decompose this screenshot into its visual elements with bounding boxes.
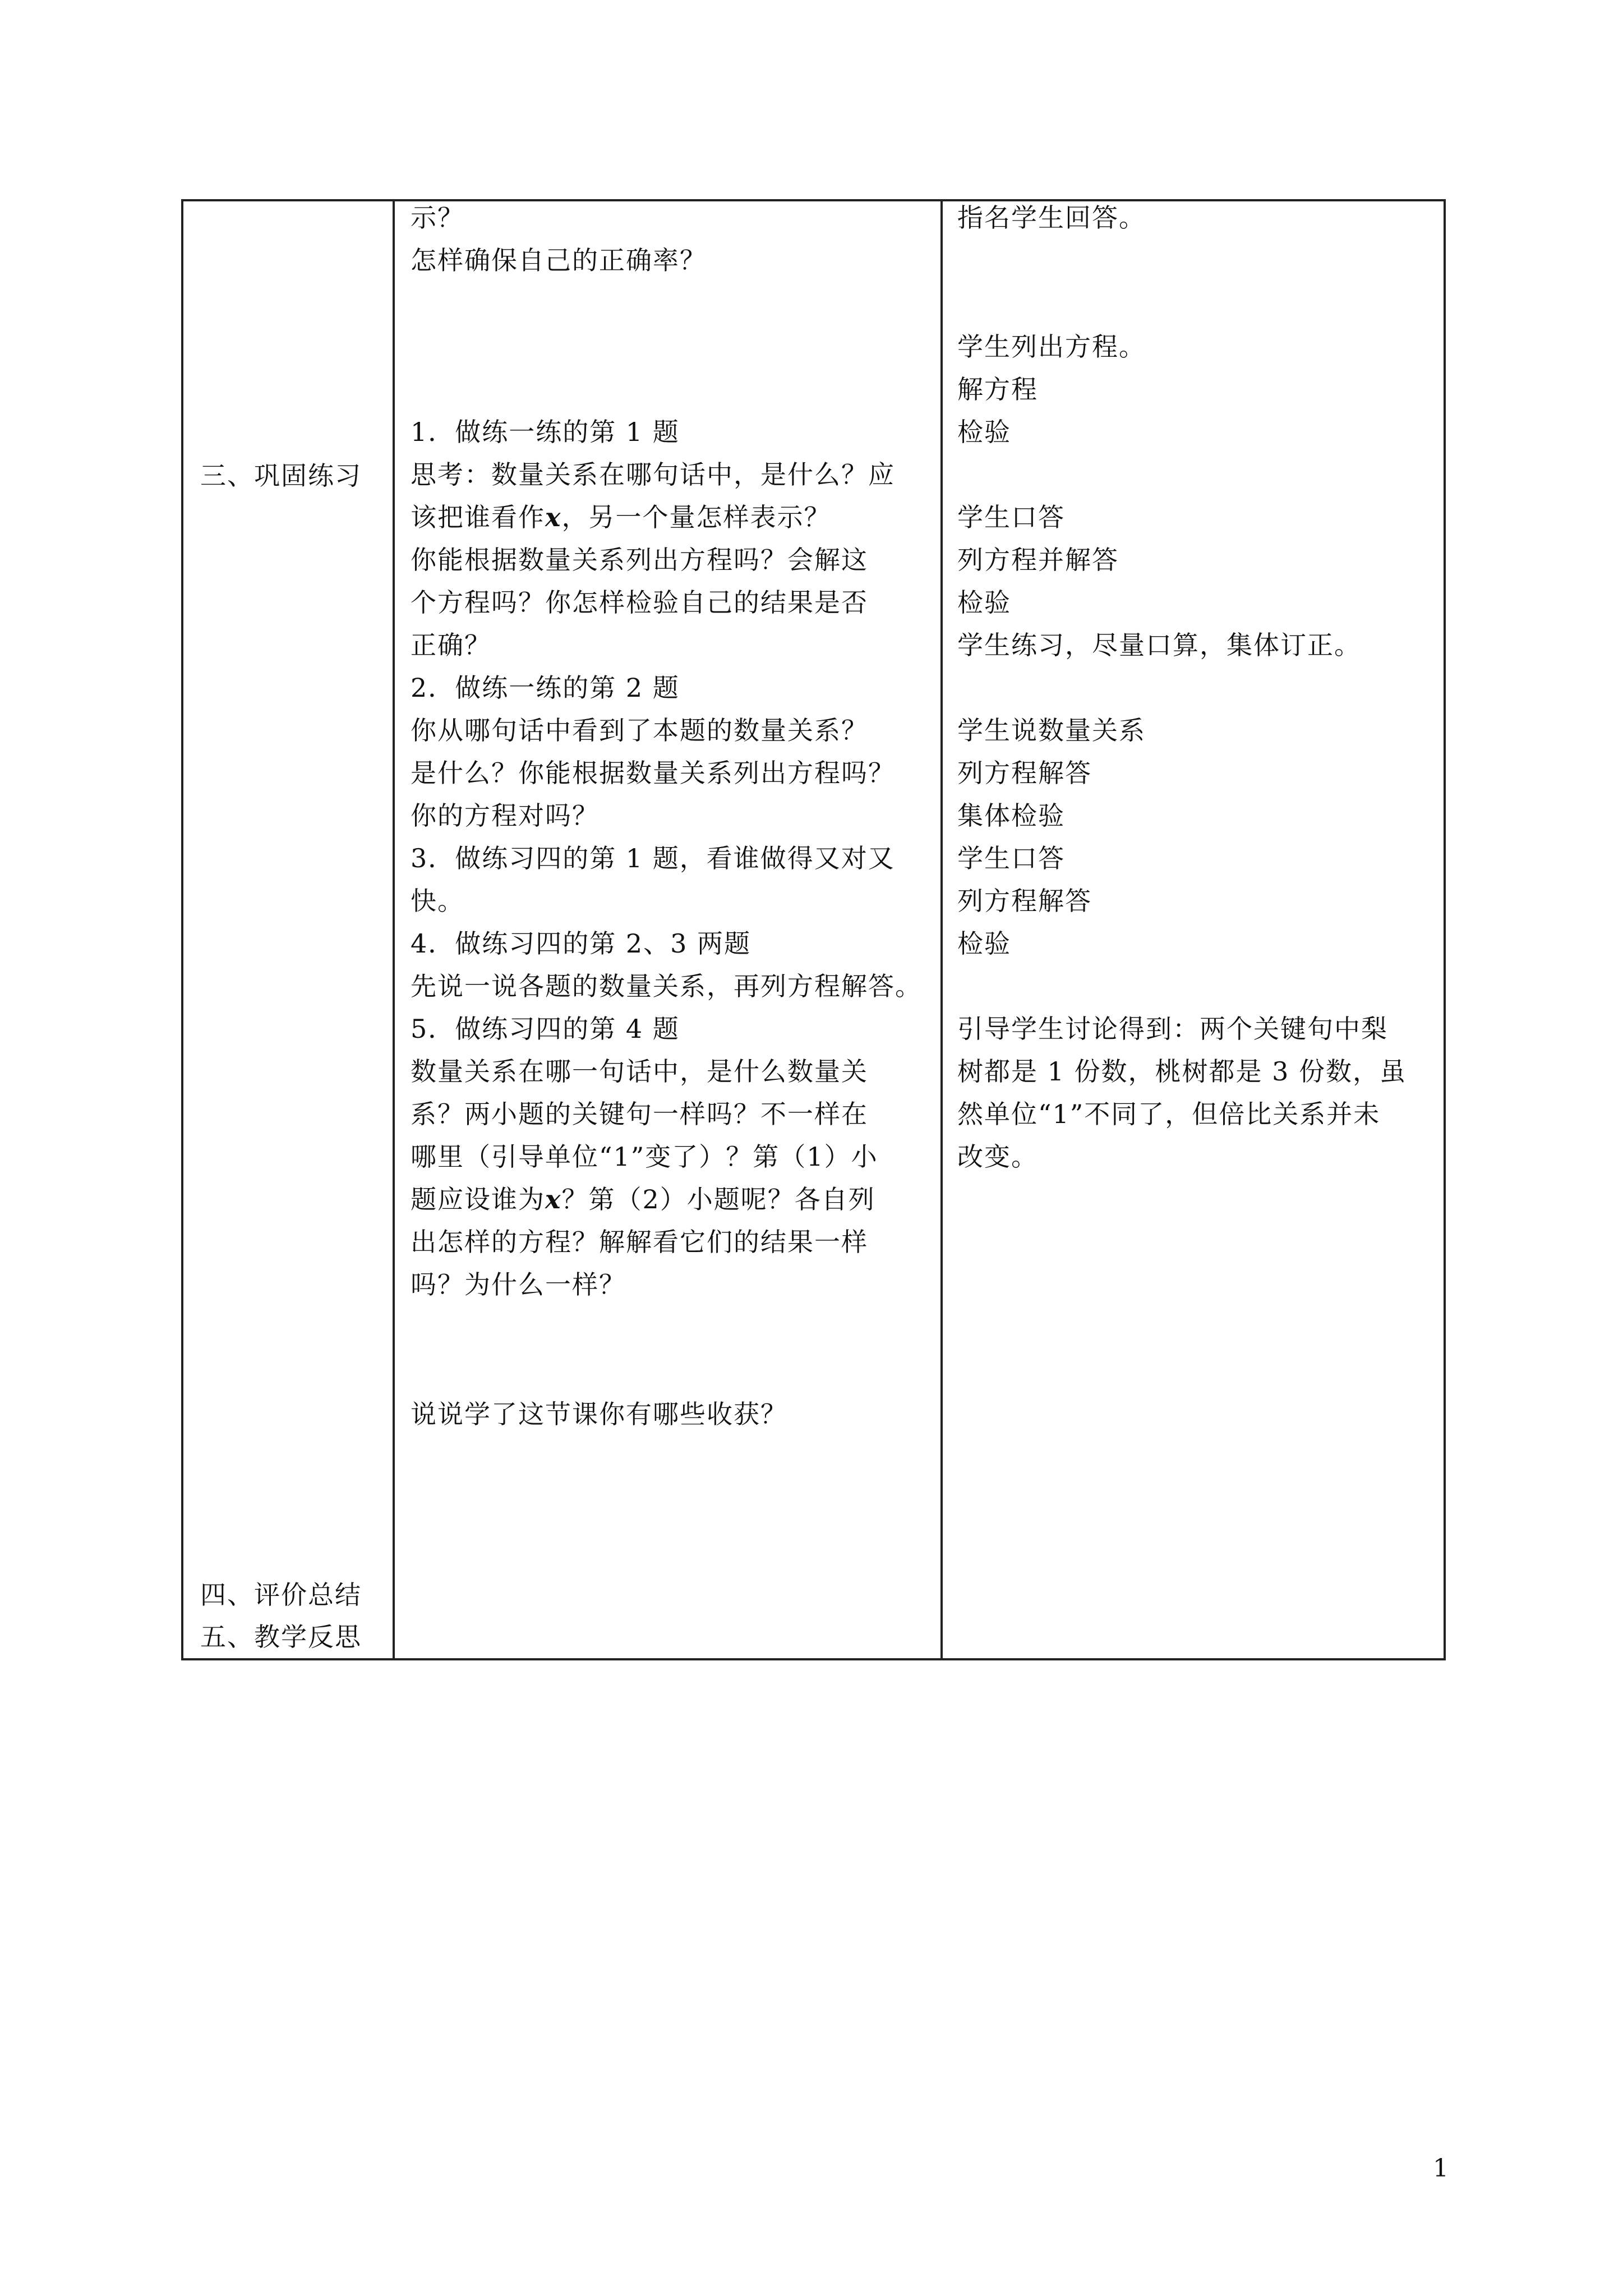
right-line: 学生口答 bbox=[957, 843, 1065, 873]
right-line: 列方程解答 bbox=[957, 758, 1092, 788]
variable-x: x bbox=[545, 502, 562, 532]
mid-line: 2．做练一练的第 2 题 bbox=[411, 673, 680, 703]
right-line: 解方程 bbox=[957, 374, 1038, 404]
mid-line: 怎样确保自己的正确率？ bbox=[411, 245, 707, 275]
right-line: 检验 bbox=[957, 417, 1011, 447]
mid-line: 3．做练习四的第 1 题，看谁做得又对又 bbox=[411, 843, 895, 873]
right-line: 学生列出方程。 bbox=[957, 332, 1146, 362]
mid-line: 思考：数量关系在哪句话中，是什么？应 bbox=[411, 459, 895, 490]
variable-x: x bbox=[545, 1184, 562, 1214]
column-divider-2 bbox=[940, 201, 943, 1658]
mid-line-with-variable bbox=[411, 501, 831, 533]
mid-line: 吗？为什么一样？ bbox=[411, 1269, 626, 1300]
mid-line: 出怎样的方程？解解看它们的结果一样 bbox=[411, 1227, 868, 1257]
mid-line-part: ，另一个量怎样表示？ bbox=[561, 502, 831, 532]
right-line: 集体检验 bbox=[957, 800, 1065, 831]
right-line: 指名学生回答。 bbox=[957, 203, 1146, 233]
mid-line: 快。 bbox=[411, 886, 464, 916]
mid-line: 个方程吗？你怎样检验自己的结果是否 bbox=[411, 587, 868, 618]
mid-line: 哪里（引导单位“1”变了）？第（1）小 bbox=[411, 1142, 878, 1172]
mid-line: 你能根据数量关系列出方程吗？会解这 bbox=[411, 545, 868, 575]
mid-line: 正确？ bbox=[411, 630, 491, 660]
mid-line-with-variable bbox=[411, 1183, 875, 1216]
lesson-plan-table bbox=[181, 199, 1446, 1660]
mid-line-part: 该把谁看作 bbox=[411, 502, 545, 532]
right-line: 检验 bbox=[957, 928, 1011, 959]
mid-line: 系？两小题的关键句一样吗？不一样在 bbox=[411, 1099, 868, 1129]
mid-line: 是什么？你能根据数量关系列出方程吗？ bbox=[411, 758, 895, 788]
mid-line: 4．做练习四的第 2、3 两题 bbox=[411, 928, 751, 959]
right-line: 引导学生讨论得到：两个关键句中梨 bbox=[957, 1014, 1388, 1044]
section-heading-reflection: 五、教学反思 bbox=[200, 1622, 362, 1652]
right-line: 树都是 1 份数，桃树都是 3 份数，虽 bbox=[957, 1056, 1407, 1087]
right-line: 列方程解答 bbox=[957, 886, 1092, 916]
mid-line: 示？ bbox=[411, 203, 464, 233]
right-line: 然单位“1”不同了，但倍比关系并未 bbox=[957, 1099, 1381, 1129]
mid-line: 先说一说各题的数量关系，再列方程解答。 bbox=[411, 971, 922, 1001]
mid-line-part: 题应设谁为 bbox=[411, 1184, 545, 1214]
section-heading-practice: 三、巩固练习 bbox=[200, 461, 362, 491]
mid-line-part: ？第（2）小题呢？各自列 bbox=[561, 1184, 875, 1214]
right-line: 列方程并解答 bbox=[957, 545, 1119, 575]
right-line: 学生说数量关系 bbox=[957, 715, 1146, 746]
mid-line: 你的方程对吗？ bbox=[411, 800, 599, 831]
column-divider-1 bbox=[393, 201, 395, 1658]
right-line: 改变。 bbox=[957, 1142, 1038, 1172]
section-heading-summary: 四、评价总结 bbox=[200, 1580, 362, 1610]
mid-line: 5．做练习四的第 4 题 bbox=[411, 1014, 680, 1044]
mid-line: 数量关系在哪一句话中，是什么数量关 bbox=[411, 1056, 868, 1087]
mid-line: 你从哪句话中看到了本题的数量关系？ bbox=[411, 715, 868, 746]
mid-line: 说说学了这节课你有哪些收获？ bbox=[411, 1399, 787, 1429]
mid-line: 1．做练一练的第 1 题 bbox=[411, 417, 680, 447]
right-line: 检验 bbox=[957, 587, 1011, 618]
right-line: 学生练习，尽量口算，集体订正。 bbox=[957, 630, 1361, 660]
right-line: 学生口答 bbox=[957, 502, 1065, 532]
page-number: 1 bbox=[1433, 2154, 1449, 2183]
